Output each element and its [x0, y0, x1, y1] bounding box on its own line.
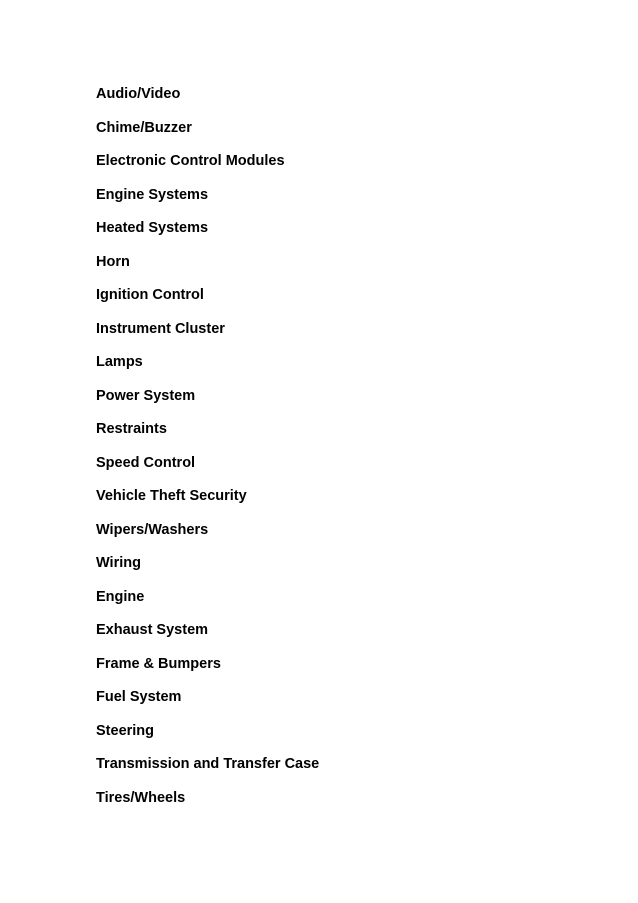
- list-item-audio-video: Audio/Video: [96, 86, 181, 102]
- list-item-instrument-cluster: Instrument Cluster: [96, 320, 225, 337]
- list-item-fuel-system: Fuel System: [96, 689, 182, 705]
- list-item-tires-wheels: Tires/Wheels: [96, 789, 186, 806]
- list-item-frame-bumpers: Frame & Bumpers: [96, 655, 221, 672]
- list-item-engine-systems: Engine Systems: [96, 186, 209, 203]
- list-item-transmission-transfer-case: Transmission and Transfer Case: [96, 756, 320, 772]
- list-item-engine: Engine: [96, 588, 145, 605]
- list-item-restraints: Restraints: [96, 421, 167, 437]
- list-item-wiring: Wiring: [96, 555, 141, 571]
- list-item-ignition-control: Ignition Control: [96, 287, 204, 303]
- list-item-electronic-control-modules: Electronic Control Modules: [96, 153, 285, 169]
- list-item-exhaust-system: Exhaust System: [96, 622, 209, 638]
- list-item-chime-buzzer: Chime/Buzzer: [96, 119, 192, 136]
- list-item-wipers-washers: Wipers/Washers: [96, 521, 209, 538]
- list-item-speed-control: Speed Control: [96, 454, 196, 471]
- list-item-vehicle-theft-security: Vehicle Theft Security: [96, 488, 247, 504]
- list-item-heated-systems: Heated Systems: [96, 220, 209, 236]
- list-item-steering: Steering: [96, 722, 155, 739]
- list-item-power-system: Power System: [96, 387, 196, 404]
- section-list: [96, 85, 319, 822]
- list-item-lamps: Lamps: [96, 354, 143, 370]
- list-item-horn: Horn: [96, 253, 130, 270]
